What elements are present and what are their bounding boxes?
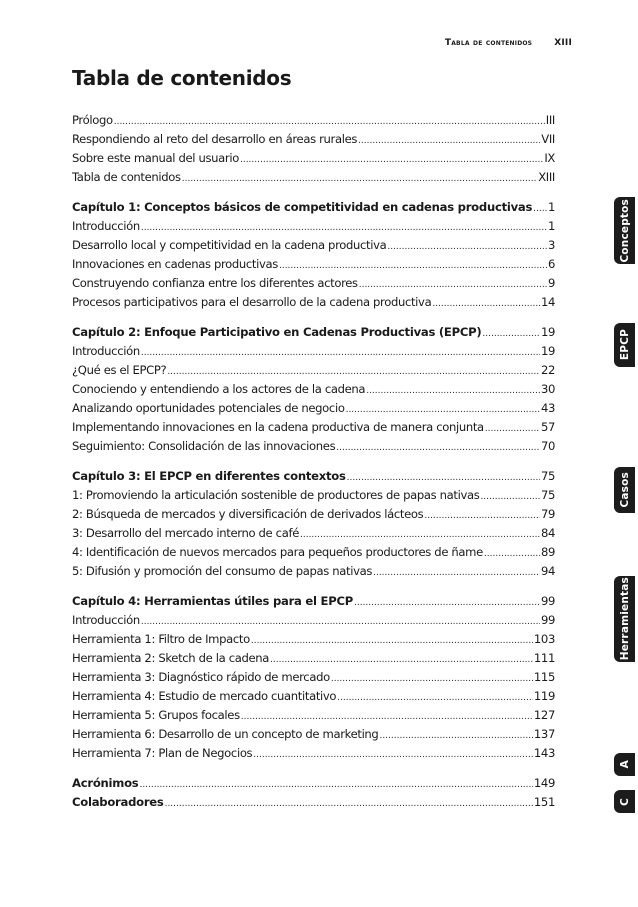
toc-section (72, 198, 555, 312)
dot-leader (253, 746, 533, 765)
side-tab-conceptos[interactable] (614, 197, 635, 264)
dot-leader (165, 795, 533, 814)
side-tab-label: C (618, 797, 631, 806)
side-tab-acronimos[interactable] (614, 753, 635, 776)
toc-entry[interactable] (72, 687, 555, 706)
toc-section (72, 111, 555, 187)
toc-entry-page: 75 (540, 469, 555, 483)
dot-leader (387, 238, 547, 257)
toc-entry-page: VII (541, 132, 555, 146)
toc-entry-title: Acrónimos (72, 776, 139, 790)
toc-entry-page: 103 (533, 632, 555, 646)
side-tab-label: Herramientas (618, 577, 631, 661)
toc-entry-page: 22 (540, 363, 555, 377)
toc-entry[interactable] (72, 130, 555, 149)
toc-section (72, 774, 555, 812)
toc-entry[interactable] (72, 380, 555, 399)
toc-entry[interactable] (72, 236, 555, 255)
toc-entry[interactable] (72, 437, 555, 456)
toc-entry-title: Colaboradores (72, 795, 164, 809)
toc-entry[interactable] (72, 168, 555, 187)
toc-entry[interactable] (72, 706, 555, 725)
side-tab-herramientas[interactable] (614, 576, 635, 662)
dot-leader (424, 507, 540, 526)
side-tab-label: Casos (618, 472, 631, 508)
toc-entry-title: Procesos participativos para el desarrollo de la cadena productiva (72, 295, 432, 309)
toc-entry-title: Seguimiento: Consolidación de las innovaciones (72, 439, 336, 453)
toc-entry-page: 119 (533, 689, 555, 703)
toc-section (72, 323, 555, 456)
toc-entry[interactable] (72, 342, 555, 361)
toc-entry-title: 1: Promoviendo la articulación sostenible de productores de papas nativas (72, 488, 480, 502)
dot-leader (331, 670, 533, 689)
side-tab-label: A (618, 760, 631, 769)
toc-entry-title: Desarrollo local y competitividad en la cadena productiva (72, 238, 387, 252)
toc-entry-page: 127 (533, 708, 555, 722)
toc-entry-title: Tabla de contenidos (72, 170, 181, 184)
toc-entry[interactable] (72, 543, 555, 562)
toc-entry-title: Construyendo confianza entre los diferentes actores (72, 276, 358, 290)
dot-leader (533, 200, 547, 219)
running-header-section: Tabla de contenidos (444, 38, 533, 48)
toc-entry-page: 1 (547, 219, 555, 233)
dot-leader (336, 439, 540, 458)
dot-leader (141, 344, 540, 363)
dot-leader (379, 727, 532, 746)
toc-entry-page: 89 (540, 545, 555, 559)
toc-entry-title: Herramienta 2: Sketch de la cadena (72, 651, 270, 665)
toc-entry-page: 30 (540, 382, 555, 396)
toc-entry-title: Introducción (72, 344, 140, 358)
toc-entry[interactable] (72, 217, 555, 236)
toc-entry-page: 19 (540, 344, 555, 358)
toc-entry-title: Conociendo y entendiendo a los actores de la cadena (72, 382, 366, 396)
toc-entry[interactable] (72, 255, 555, 274)
side-tab-label: Conceptos (618, 198, 631, 263)
side-tab-colaboradores[interactable] (614, 790, 635, 813)
toc-entry-title: Herramienta 4: Estudio de mercado cuantitativo (72, 689, 337, 703)
toc-entry-page: XIII (538, 170, 555, 184)
toc-entry-page: 99 (540, 594, 555, 608)
toc-entry-title: Herramienta 7: Plan de Negocios (72, 746, 253, 760)
toc-entry-title: Herramienta 1: Filtro de Impacto (72, 632, 250, 646)
toc-entry[interactable] (72, 293, 555, 312)
toc-entry-title: Capítulo 1: Conceptos básicos de competitividad en cadenas productivas (72, 200, 533, 214)
toc-entry-title: Herramienta 6: Desarrollo de un concepto de marketing (72, 727, 379, 741)
toc-entry-page: 6 (547, 257, 555, 271)
toc-entry[interactable] (72, 149, 555, 168)
side-tab-epcp[interactable] (614, 323, 635, 367)
dot-leader (480, 488, 540, 507)
toc-entry-title: Herramienta 5: Grupos focales (72, 708, 240, 722)
toc-entry-page: 143 (533, 746, 555, 760)
toc-entry-page: 75 (540, 488, 555, 502)
toc-heading-entry[interactable] (72, 774, 555, 793)
toc-entry-page: 137 (533, 727, 555, 741)
toc-entry[interactable] (72, 630, 555, 649)
dot-leader (484, 545, 540, 564)
page-title: Tabla de contenidos (72, 66, 292, 90)
toc-entry-page: 115 (533, 670, 555, 684)
toc-entry[interactable] (72, 111, 555, 130)
toc-entry-page: 70 (540, 439, 555, 453)
toc-entry-page: IX (544, 151, 555, 165)
toc-entry[interactable] (72, 274, 555, 293)
dot-leader (482, 325, 540, 344)
toc-entry-page: 79 (540, 507, 555, 521)
running-header (445, 38, 572, 48)
toc-heading-entry[interactable] (72, 467, 555, 486)
dot-leader (337, 689, 533, 708)
toc-heading-entry[interactable] (72, 793, 555, 812)
dot-leader (182, 170, 537, 189)
toc-entry[interactable] (72, 611, 555, 630)
toc-entry[interactable] (72, 744, 555, 763)
toc-entry[interactable] (72, 524, 555, 543)
toc-entry-page: 1 (547, 200, 555, 214)
toc-entry[interactable] (72, 361, 555, 380)
toc-entry-page: 149 (533, 776, 555, 790)
toc-entry-title: ¿Qué es el EPCP? (72, 363, 167, 377)
toc-entry-page: III (545, 113, 555, 127)
toc-entry-title: Capítulo 2: Enfoque Participativo en Cadenas Productivas (EPCP) (72, 325, 482, 339)
toc-heading-entry[interactable] (72, 323, 555, 342)
toc-entry-title: Prólogo (72, 113, 113, 127)
toc-entry-page: 84 (540, 526, 555, 540)
toc-entry-page: 3 (547, 238, 555, 252)
toc-entry-title: 4: Identificación de nuevos mercados para pequeños productores de ñame (72, 545, 483, 559)
toc-entry-title: Introducción (72, 613, 140, 627)
toc-entry[interactable] (72, 725, 555, 744)
toc-entry-page: 57 (540, 420, 555, 434)
toc-entry-title: Analizando oportunidades potenciales de negocio (72, 401, 345, 415)
dot-leader (432, 295, 540, 314)
toc-entry[interactable] (72, 418, 555, 437)
toc-entry-title: 5: Difusión y promoción del consumo de papas nativas (72, 564, 373, 578)
running-header-page-number: XIII (554, 38, 572, 48)
toc-entry-page: 9 (547, 276, 555, 290)
toc-section (72, 592, 555, 763)
side-tab-casos[interactable] (614, 467, 635, 513)
toc-entry-title: Sobre este manual del usuario (72, 151, 239, 165)
toc-entry-page: 94 (540, 564, 555, 578)
toc-entry-page: 43 (540, 401, 555, 415)
dot-leader (139, 776, 532, 795)
toc-entry-title: Capítulo 4: Herramientas útiles para el EPCP (72, 594, 353, 608)
toc-entry-title: Herramienta 3: Diagnóstico rápido de mercado (72, 670, 330, 684)
toc-entry[interactable] (72, 668, 555, 687)
dot-leader (358, 132, 540, 151)
dot-leader (251, 632, 533, 651)
toc-entry-title: Introducción (72, 219, 140, 233)
dot-leader (240, 151, 543, 170)
dot-leader (366, 382, 540, 401)
toc-entry-page: 151 (533, 795, 555, 809)
toc-heading-entry[interactable] (72, 592, 555, 611)
toc-entry-title: Innovaciones en cadenas productivas (72, 257, 278, 271)
toc-entry-page: 99 (540, 613, 555, 627)
toc-entry-page: 111 (533, 651, 555, 665)
dot-leader (354, 594, 540, 613)
toc-heading-entry[interactable] (72, 198, 555, 217)
toc-entry[interactable] (72, 562, 555, 581)
toc-entry[interactable] (72, 399, 555, 418)
toc-entry[interactable] (72, 649, 555, 668)
toc-section (72, 467, 555, 581)
toc-entry-title: 2: Búsqueda de mercados y diversificación de derivados lácteos (72, 507, 424, 521)
toc-entry-title: Capítulo 3: El EPCP en diferentes contextos (72, 469, 346, 483)
dot-leader (373, 564, 540, 583)
dot-leader (485, 420, 540, 439)
toc-entry-title: Respondiendo al reto del desarrollo en áreas rurales (72, 132, 358, 146)
toc-entry-page: 14 (540, 295, 555, 309)
toc-entry-page: 19 (540, 325, 555, 339)
toc-entry-title: 3: Desarrollo del mercado interno de café (72, 526, 299, 540)
side-tab-label: EPCP (618, 329, 631, 361)
toc-entry-title: Implementando innovaciones en la cadena productiva de manera conjunta (72, 420, 484, 434)
toc-entry[interactable] (72, 486, 555, 505)
toc-entry[interactable] (72, 505, 555, 524)
table-of-contents (72, 111, 555, 823)
